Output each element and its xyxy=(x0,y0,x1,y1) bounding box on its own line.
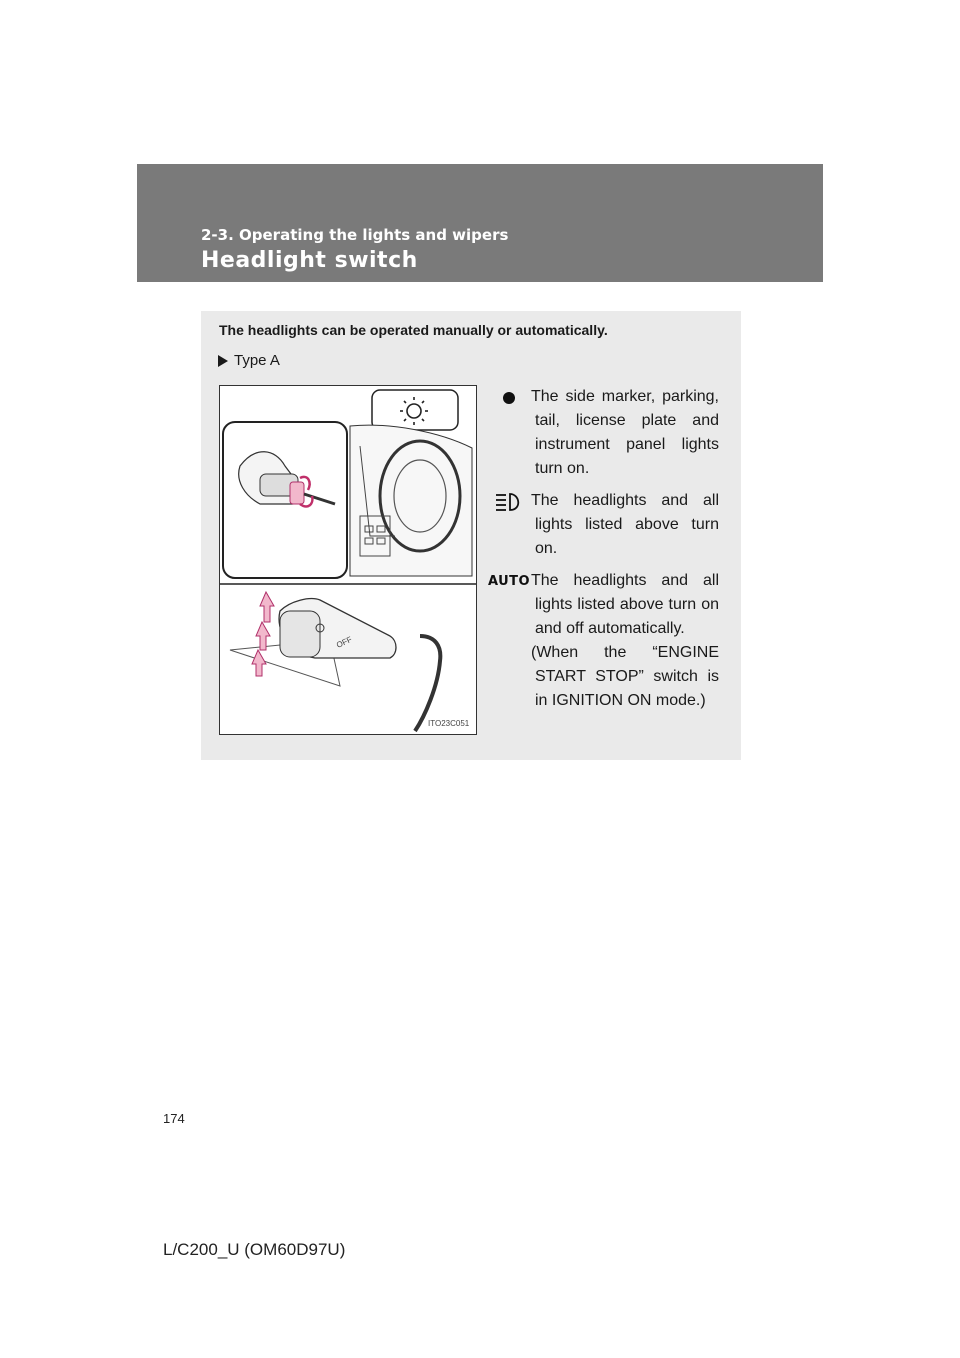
section-label: 2-3. Operating the lights and wipers xyxy=(201,226,509,244)
type-label-text: Type A xyxy=(234,352,280,369)
setting-list xyxy=(489,385,719,721)
callout-box xyxy=(372,390,458,430)
item-note: (When the “ENGINE START STOP” switch is in IGNITION ON mode.) xyxy=(531,644,719,709)
section-header xyxy=(137,164,823,282)
item-text: The headlights and all lights listed above turn on. xyxy=(531,492,719,557)
intro-text: The headlights can be operated manually or automatically. xyxy=(219,322,608,338)
switch-diagram xyxy=(220,386,476,734)
manual-code: L/C200_U (OM60D97U) xyxy=(163,1240,346,1259)
type-label xyxy=(218,352,280,369)
auto-icon: AUTO xyxy=(487,574,531,589)
content-panel xyxy=(201,311,741,760)
page-title: Headlight switch xyxy=(201,248,418,273)
headlight-switch-illustration xyxy=(219,385,477,735)
svg-text:OFF: OFF xyxy=(335,634,354,650)
list-item xyxy=(489,569,719,713)
page-number: 174 xyxy=(163,1111,185,1126)
item-text: The headlights and all lights listed above turn on and off automatically. xyxy=(531,572,719,637)
triangle-bullet-icon xyxy=(218,355,228,367)
parking-light-dot-icon xyxy=(489,387,529,409)
list-item xyxy=(489,489,719,561)
item-text: The side marker, parking, tail, license plate and instrument panel lights turn on. xyxy=(531,388,719,477)
headlight-icon xyxy=(489,491,529,513)
list-item xyxy=(489,385,719,481)
figure-code: ITO23C051 xyxy=(428,719,470,728)
